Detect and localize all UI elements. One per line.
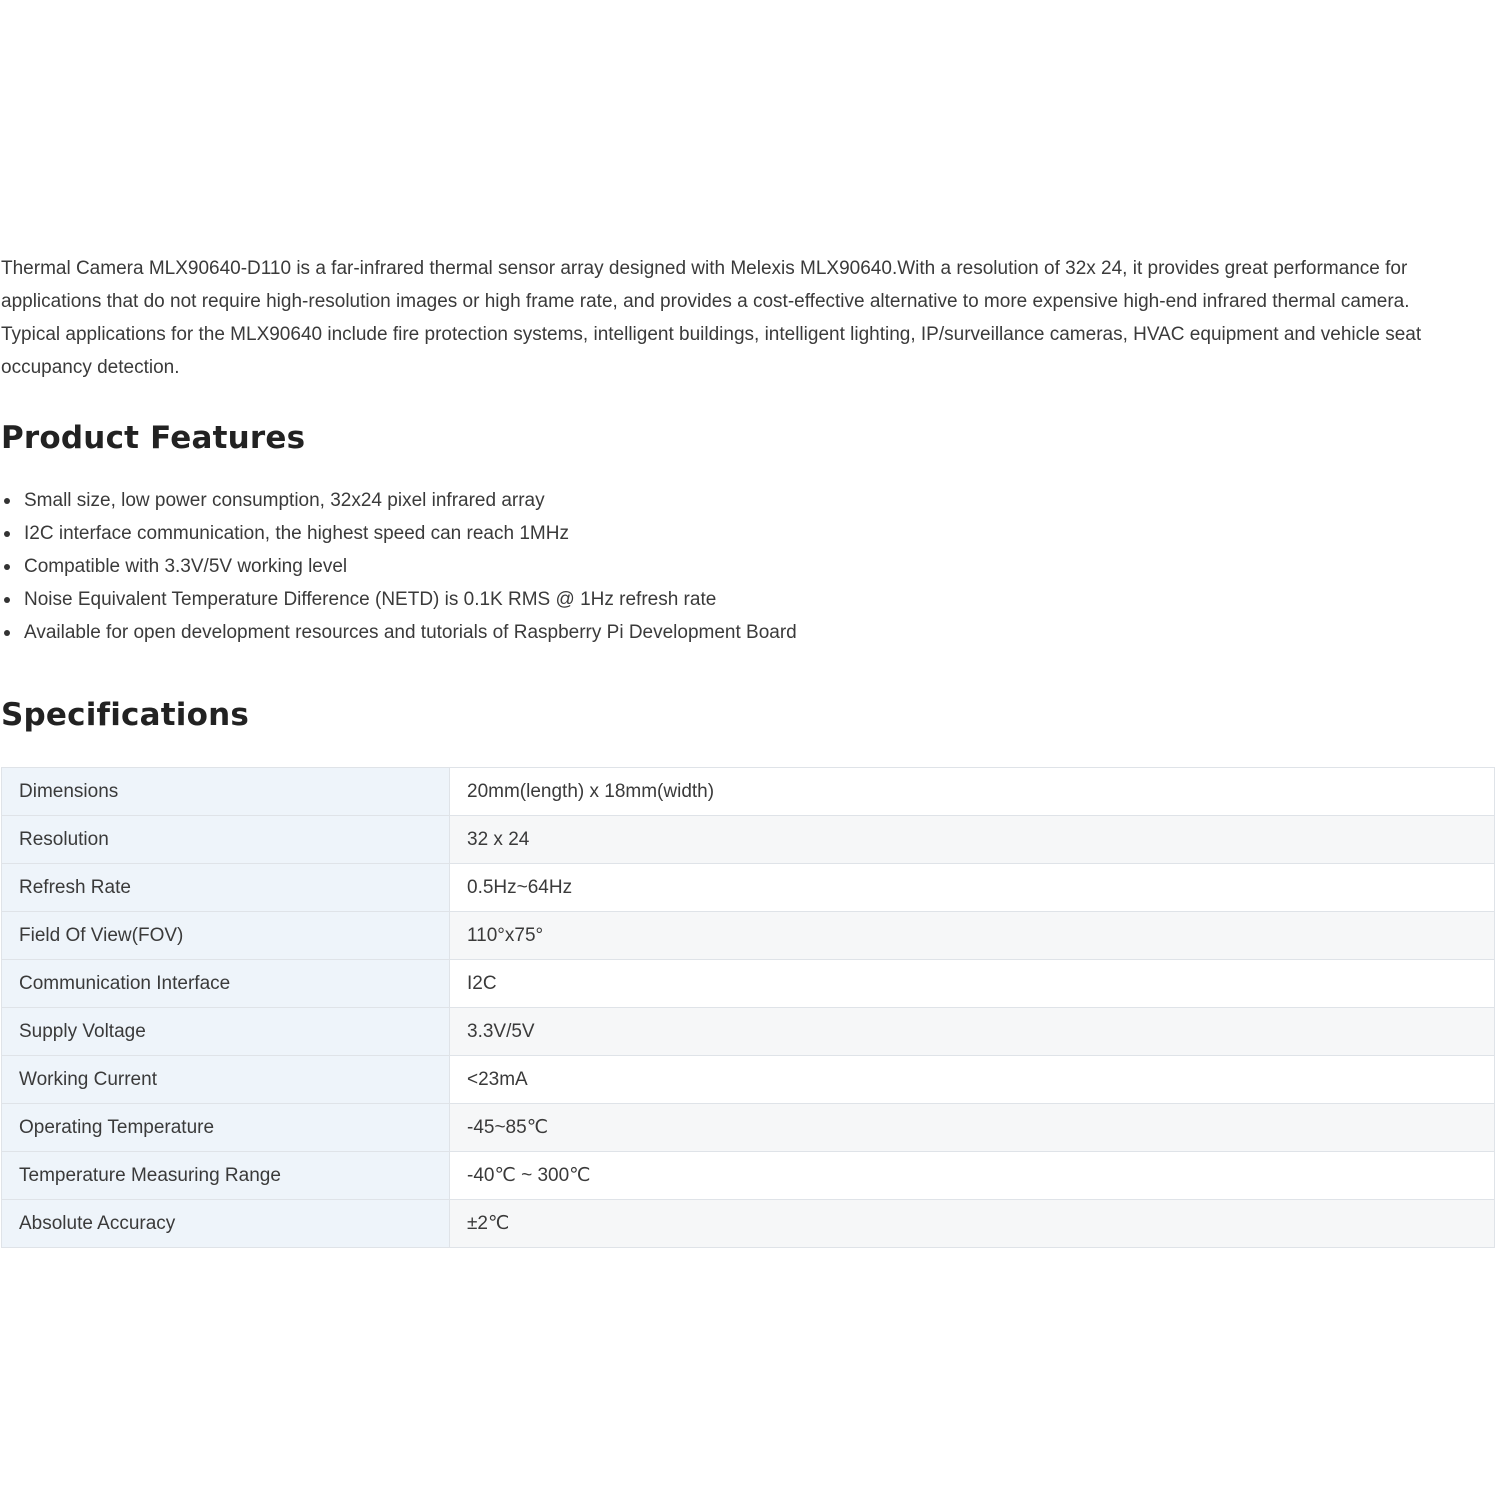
specifications-heading: Specifications xyxy=(1,697,250,733)
feature-item: Compatible with 3.3V/5V working level xyxy=(1,550,1495,583)
spec-key: Operating Temperature xyxy=(2,1104,450,1152)
spec-key: Communication Interface xyxy=(2,960,450,1008)
spec-value: I2C xyxy=(450,960,1495,1008)
spec-value: 3.3V/5V xyxy=(450,1008,1495,1056)
table-row xyxy=(2,960,1495,1008)
table-row xyxy=(2,816,1495,864)
spec-key: Refresh Rate xyxy=(2,864,450,912)
features-list xyxy=(1,484,1495,649)
feature-item: I2C interface communication, the highest speed can reach 1MHz xyxy=(1,517,1495,550)
spec-value: -45~85℃ xyxy=(450,1104,1495,1152)
feature-item: Noise Equivalent Temperature Difference (NETD) is 0.1K RMS @ 1Hz refresh rate xyxy=(1,583,1495,616)
spec-value: 20mm(length) x 18mm(width) xyxy=(450,768,1495,816)
spec-value: 0.5Hz~64Hz xyxy=(450,864,1495,912)
table-row xyxy=(2,1200,1495,1248)
spec-value: <23mA xyxy=(450,1056,1495,1104)
table-row xyxy=(2,912,1495,960)
product-description xyxy=(1,252,1495,1248)
table-row xyxy=(2,1056,1495,1104)
table-row xyxy=(2,1104,1495,1152)
spec-value: ±2℃ xyxy=(450,1200,1495,1248)
table-row xyxy=(2,1152,1495,1200)
spec-key: Supply Voltage xyxy=(2,1008,450,1056)
intro-paragraph: Thermal Camera MLX90640-D110 is a far-infrared thermal sensor array designed with Melexis MLX90640.With a resolution of 32x 24, it provides great performance for applications that do not require high-resolution images or high frame rate, and provides a cost-effective alternative to more expensive high-end infrared thermal camera. Typical applications for the MLX90640 include fire protection systems, intelligent buildings, intelligent lighting, IP/surveillance cameras, HVAC equipment and vehicle seat occupancy detection. xyxy=(1,258,1422,378)
feature-item: Available for open development resources and tutorials of Raspberry Pi Development Board xyxy=(1,616,1495,649)
spec-key: Dimensions xyxy=(2,768,450,816)
feature-item: Small size, low power consumption, 32x24 pixel infrared array xyxy=(1,484,1495,517)
table-row xyxy=(2,864,1495,912)
specifications-table xyxy=(1,767,1495,1248)
table-row xyxy=(2,768,1495,816)
spec-key: Working Current xyxy=(2,1056,450,1104)
spec-value: 32 x 24 xyxy=(450,816,1495,864)
features-heading: Product Features xyxy=(1,420,306,456)
spec-value: -40℃ ~ 300℃ xyxy=(450,1152,1495,1200)
spec-value: 110°x75° xyxy=(450,912,1495,960)
spec-key: Resolution xyxy=(2,816,450,864)
spec-key: Absolute Accuracy xyxy=(2,1200,450,1248)
spec-key: Field Of View(FOV) xyxy=(2,912,450,960)
table-row xyxy=(2,1008,1495,1056)
spec-key: Temperature Measuring Range xyxy=(2,1152,450,1200)
